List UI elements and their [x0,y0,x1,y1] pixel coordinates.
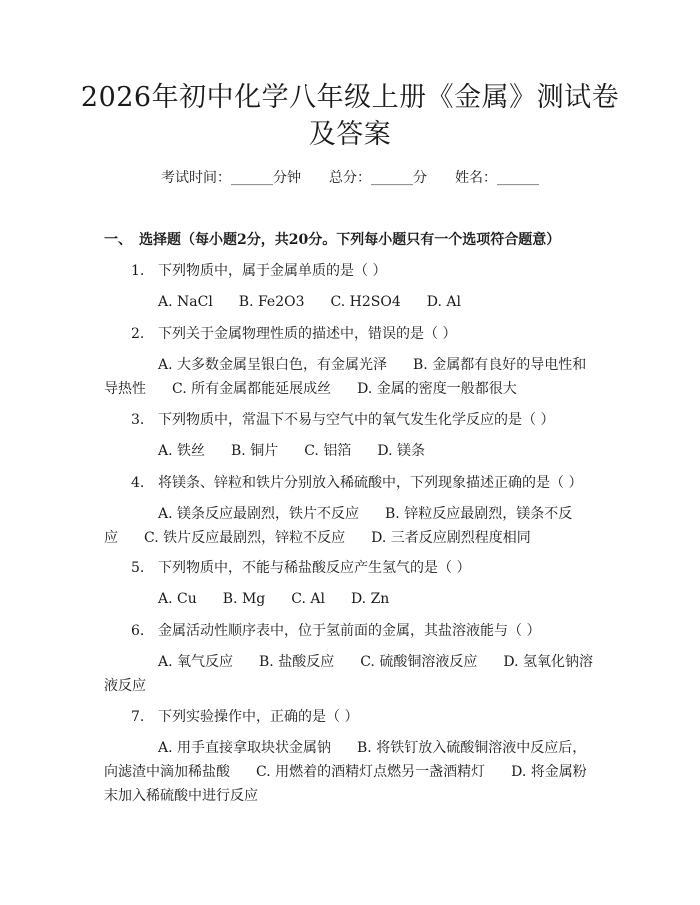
option: A. 用手直接拿取块状金属钠 [158,740,332,756]
option: D. 氢氧化钠溶液反应 [104,654,593,694]
option: D. 镁条 [377,443,425,459]
page-title: 2026年初中化学八年级上册《金属》测试卷 [80,82,620,113]
option: A. 氧气反应 [158,654,234,670]
option: D. Al [426,294,461,310]
exam-time: 考试时间：______分钟 [161,170,301,186]
option: A. 镁条反应最剧烈，铁片不反应 [158,506,360,522]
question-text: 下列物质中，不能与稀盐酸反应产生氢气的是（ ） [158,560,471,576]
question-number: 3. [131,412,145,428]
question-5 [131,558,470,578]
option: C. 硫酸铜溶液反应 [360,654,478,670]
question-6 [131,621,540,641]
exam-info [0,168,700,188]
question-2 [131,324,456,344]
option: C. 铁片反应最剧烈，锌粒不反应 [144,530,346,546]
option: D. Zn [350,591,390,607]
options-4 [104,502,595,550]
question-7 [131,707,358,727]
question-number: 7. [131,709,145,725]
student-name: 姓名：______ [455,170,539,186]
question-text: 下列物质中，属于金属单质的是（ ） [158,263,387,279]
exam-score: 总分：______分 [329,170,427,186]
option: B. 铜片 [231,443,279,459]
options-2 [104,353,595,401]
options-5 [104,587,595,611]
option: A. Cu [158,591,197,607]
option: C. Al [291,591,325,607]
question-text: 将镁条、锌粒和铁片分别放入稀硫酸中，下列现象描述正确的是（ ） [158,475,583,491]
question-text: 金属活动性顺序表中，位于氢前面的金属，其盐溶液能与（ ） [158,623,541,639]
option: A. 大多数金属呈银白色，有金属光泽 [158,357,388,373]
options-3 [104,439,595,463]
question-3 [131,410,554,430]
section-heading: 一、 选择题（每小题2分，共20分。下列每小题只有一个选项符合题意） [104,232,561,248]
question-1 [131,261,386,281]
option: B. Fe2O3 [238,294,305,310]
option: D. 金属的密度一般都很大 [357,381,517,397]
option: D. 将金属粉末加入稀硫酸中进行反应 [104,764,587,804]
option: A. 铁丝 [158,443,206,459]
question-number: 5. [131,560,145,576]
question-number: 6. [131,623,145,639]
option: A. NaCl [158,294,213,310]
option: C. 所有金属都能延展成丝 [172,381,332,397]
question-number: 1. [131,263,145,279]
option: B. 将铁钉放入硫酸铜溶液中反应后，向滤渣中滴加稀盐酸 [104,740,587,780]
options-7 [104,736,595,808]
question-text: 下列关于金属物理性质的描述中，错误的是（ ） [158,326,457,342]
question-4 [131,473,582,493]
option: C. H2SO4 [330,294,401,310]
option: B. Mg [222,591,266,607]
option: B. 盐酸反应 [259,654,335,670]
options-6 [104,650,595,698]
options-1 [104,290,595,314]
option: C. 铝箔 [304,443,352,459]
option: D. 三者反应剧烈程度相同 [371,530,531,546]
question-number: 4. [131,475,145,491]
option: B. 金属都有良好的导电性和导热性 [104,357,587,397]
question-number: 2. [131,326,145,342]
question-text: 下列物质中，常温下不易与空气中的氧气发生化学反应的是（ ） [158,412,555,428]
page-title-line2: 及答案 [308,119,392,150]
question-text: 下列实验操作中，正确的是（ ） [158,709,359,725]
option: C. 用燃着的酒精灯点燃另一盏酒精灯 [256,764,486,780]
option: B. 锌粒反应最剧烈，镁条不反应 [104,506,573,546]
